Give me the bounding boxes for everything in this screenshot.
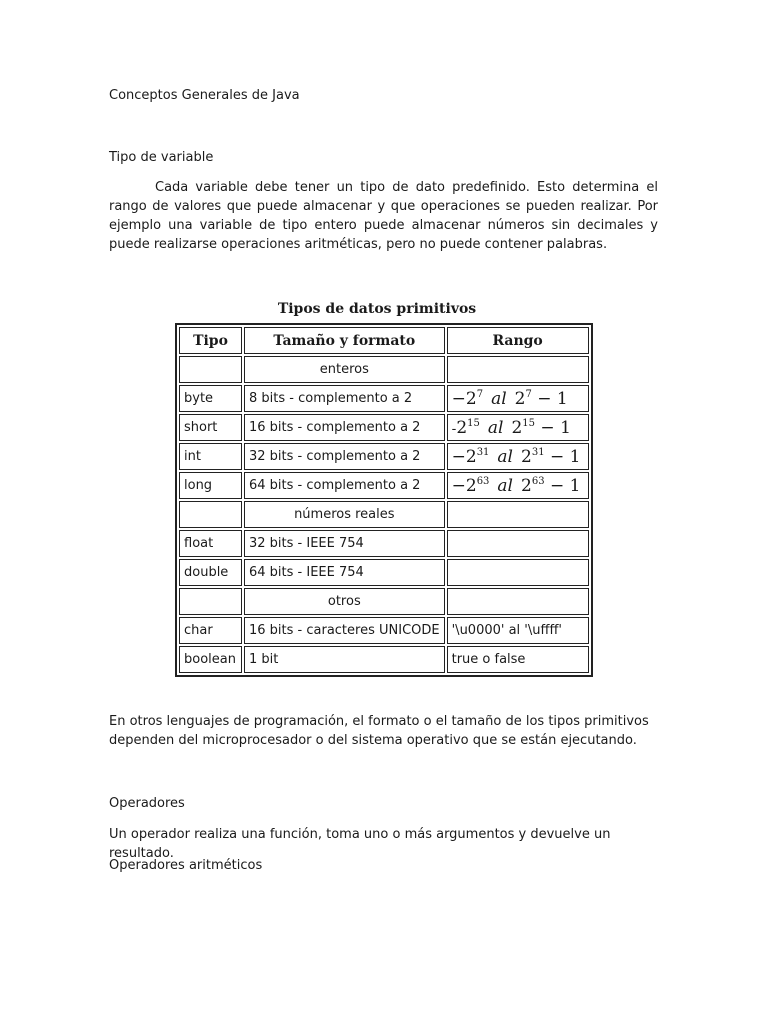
table-row <box>179 530 589 557</box>
table-cell <box>179 356 242 383</box>
range-cell <box>447 443 589 470</box>
subheading-arithmetic-operators: Operadores aritméticos <box>109 858 263 873</box>
size-cell: 8 bits - complemento a 2 <box>244 385 445 412</box>
document-title: Conceptos Generales de Java <box>109 88 300 103</box>
size-cell: 32 bits - IEEE 754 <box>244 530 445 557</box>
range-formula: $-2^{15}$ al $2^{15} - 1$ <box>451 417 571 438</box>
table-row <box>179 472 589 499</box>
range-cell <box>447 385 589 412</box>
table-row <box>179 443 589 470</box>
section-heading-operators: Operadores <box>109 796 185 811</box>
type-cell: double <box>179 559 242 586</box>
table-cell <box>447 588 589 615</box>
table-row <box>179 559 589 586</box>
range-formula: $-2^{31}$ al $2^{31} - 1$ <box>451 446 581 467</box>
size-cell: 64 bits - complemento a 2 <box>244 472 445 499</box>
table-cell <box>179 588 242 615</box>
range-cell <box>447 414 589 441</box>
other-languages-paragraph: En otros lenguajes de programación, el formato o el tamaño de los tipos primitivos dependen del microprocesador o del sistema operativo que se están ejecutando. <box>109 714 649 748</box>
type-cell: float <box>179 530 242 557</box>
primitive-types-table <box>175 323 593 677</box>
table-header-row <box>179 327 589 354</box>
range-cell <box>447 472 589 499</box>
table-row <box>179 646 589 673</box>
table-group-row <box>179 501 589 528</box>
table-group-row <box>179 588 589 615</box>
type-cell: char <box>179 617 242 644</box>
table-row <box>179 385 589 412</box>
variable-type-paragraph: Cada variable debe tener un tipo de dato predefinido. Esto determina el rango de valores que puede almacenar y que operaciones se pueden realizar. Por ejemplo una variable de tipo entero puede almacenar números sin decimales y puede realizarse operaciones aritméticas, pero no puede contener palabras. <box>109 180 658 252</box>
table-cell <box>179 501 242 528</box>
size-cell: 64 bits - IEEE 754 <box>244 559 445 586</box>
size-cell: 16 bits - complemento a 2 <box>244 414 445 441</box>
type-cell: long <box>179 472 242 499</box>
type-cell: boolean <box>179 646 242 673</box>
header-type: Tipo <box>179 327 242 354</box>
table-group-row <box>179 356 589 383</box>
table-cell <box>447 501 589 528</box>
size-cell: 1 bit <box>244 646 445 673</box>
range-cell <box>447 559 589 586</box>
header-range: Rango <box>447 327 589 354</box>
range-formula: $-2^{63}$ al $2^{63} - 1$ <box>451 475 581 496</box>
operators-paragraph: Un operador realiza una función, toma uno o más argumentos y devuelve un resultado. <box>109 827 611 861</box>
table-cell <box>447 356 589 383</box>
range-cell: true o false <box>447 646 589 673</box>
range-formula: $-2^7$ al $2^7 - 1$ <box>451 388 568 409</box>
group-label-reals: números reales <box>244 501 445 528</box>
size-cell: 32 bits - complemento a 2 <box>244 443 445 470</box>
header-size-format: Tamaño y formato <box>244 327 445 354</box>
range-cell: '\u0000' al '\uffff' <box>447 617 589 644</box>
range-cell <box>447 530 589 557</box>
table-caption: Tipos de datos primitivos <box>277 301 477 317</box>
group-label-integers: enteros <box>244 356 445 383</box>
type-cell: byte <box>179 385 242 412</box>
table-row <box>179 414 589 441</box>
type-cell: int <box>179 443 242 470</box>
section-heading-variable-type: Tipo de variable <box>109 150 214 165</box>
size-cell: 16 bits - caracteres UNICODE <box>244 617 445 644</box>
group-label-others: otros <box>244 588 445 615</box>
type-cell: short <box>179 414 242 441</box>
table-row <box>179 617 589 644</box>
